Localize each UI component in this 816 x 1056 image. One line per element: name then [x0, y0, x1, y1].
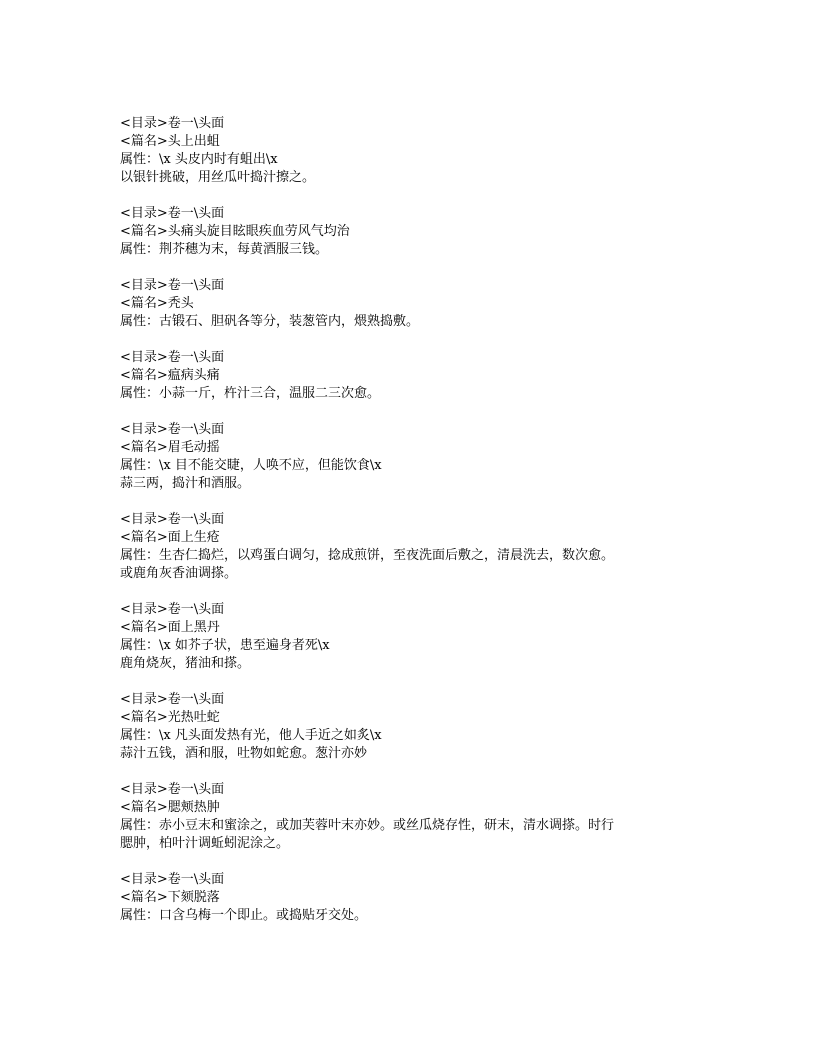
catalog-line: <目录>卷一\头面	[120, 206, 225, 221]
body-line: 或鹿角灰香油调搽。	[120, 566, 238, 581]
entry	[120, 781, 690, 853]
body-line: 属性：\x 目不能交睫，人唤不应，但能饮食\x	[120, 458, 382, 473]
body-line: 属性：\x 凡头面发热有光，他人手近之如炙\x	[120, 728, 382, 743]
catalog-line: <目录>卷一\头面	[120, 116, 225, 131]
entry	[120, 115, 690, 187]
entry	[120, 601, 690, 673]
entry	[120, 871, 690, 925]
title-line: <篇名>面上生疮	[120, 530, 220, 545]
body-line: 属性：生杏仁捣烂，以鸡蛋白调匀，捻成煎饼，至夜洗面后敷之，清晨洗去，数次愈。	[120, 548, 615, 563]
body-line: 属性：口含乌梅一个即止。或捣贴牙交处。	[120, 908, 368, 923]
catalog-line: <目录>卷一\头面	[120, 602, 225, 617]
title-line: <篇名>头上出蛆	[120, 134, 220, 149]
entry	[120, 349, 690, 403]
title-line: <篇名>下颏脱落	[120, 890, 220, 905]
body-line: 属性：赤小豆末和蜜涂之，或加芙蓉叶末亦妙。或丝瓜烧存性，研末，清水调搽。时行	[120, 818, 615, 833]
body-line: 属性：小蒜一斤，杵汁三合，温服二三次愈。	[120, 386, 381, 401]
entry	[120, 511, 690, 583]
body-line: 蒜汁五钱，酒和服，吐物如蛇愈。葱汁亦妙	[120, 746, 368, 761]
entry	[120, 691, 690, 763]
body-line: 属性：\x 如芥子状，患至遍身者死\x	[120, 638, 330, 653]
title-line: <篇名>头痛头旋目眩眼疾血劳风气均治	[120, 224, 350, 239]
catalog-line: <目录>卷一\头面	[120, 350, 225, 365]
catalog-line: <目录>卷一\头面	[120, 512, 225, 527]
catalog-line: <目录>卷一\头面	[120, 782, 225, 797]
title-line: <篇名>秃头	[120, 296, 194, 311]
title-line: <篇名>瘟病头痛	[120, 368, 220, 383]
entry	[120, 421, 690, 493]
catalog-line: <目录>卷一\头面	[120, 422, 225, 437]
body-line: 蒜三两，捣汁和酒服。	[120, 476, 251, 491]
body-line: 腮肿，柏叶汁调蚯蚓泥涂之。	[120, 836, 290, 851]
body-line: 以银针挑破，用丝瓜叶捣汁擦之。	[120, 170, 316, 185]
body-line: 鹿角烧灰，猪油和搽。	[120, 656, 251, 671]
catalog-line: <目录>卷一\头面	[120, 278, 225, 293]
entry	[120, 205, 690, 259]
body-line: 属性：荆芥穗为末，每黄酒服三钱。	[120, 242, 329, 257]
title-line: <篇名>眉毛动摇	[120, 440, 220, 455]
catalog-line: <目录>卷一\头面	[120, 872, 225, 887]
body-line: 属性：\x 头皮内时有蛆出\x	[120, 152, 278, 167]
title-line: <篇名>面上黑丹	[120, 620, 220, 635]
document-body	[120, 115, 690, 943]
title-line: <篇名>光热吐蛇	[120, 710, 220, 725]
title-line: <篇名>腮颊热肿	[120, 800, 220, 815]
body-line: 属性：古锻石、胆矾各等分，装葱管内，煨熟捣敷。	[120, 314, 420, 329]
catalog-line: <目录>卷一\头面	[120, 692, 225, 707]
entry	[120, 277, 690, 331]
